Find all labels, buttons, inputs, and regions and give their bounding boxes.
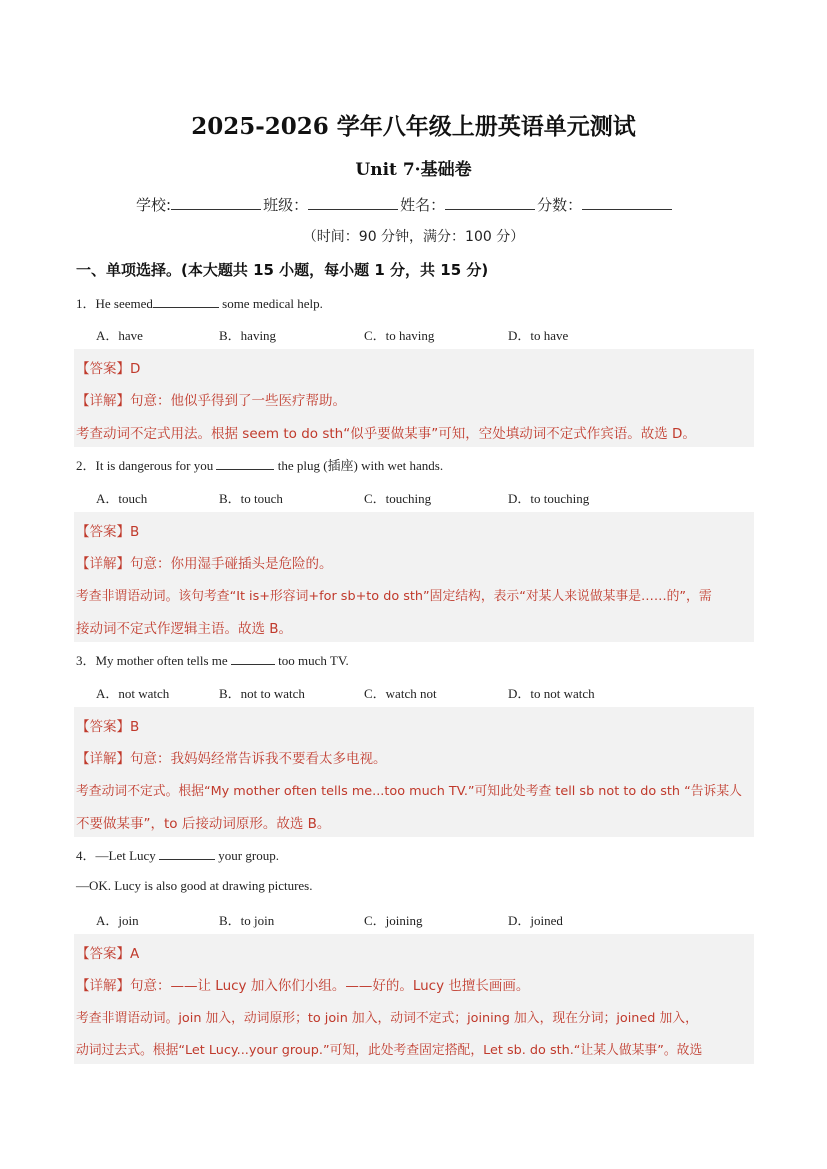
q1-explanation: 考查动词不定式用法。根据 seem to do sth“似乎要做某事”可知，空处填动词不定式作宾语。故选 D。 [76,426,696,442]
exam-subtitle: Unit 7·基础卷 [355,160,472,180]
section-heading: 一、单项选择。(本大题共 15 小题，每小题 1 分，共 15 分) [76,261,489,279]
q2-meaning: 【详解】句意：你用湿手碰插头是危险的。 [76,556,333,572]
q3-option-d: D．to not watch [508,686,595,701]
q4-option-b: B．to join [219,913,275,928]
q2-explanation-2: 接动词不定式作逻辑主语。故选 B。 [76,621,293,637]
q2-option-c: C．touching [364,491,432,506]
q1-answer: 【答案】D [76,361,141,377]
q1-option-d: D．to have [508,328,569,343]
question-4-stem: 4．—Let Lucy your group. [76,848,279,863]
q4-option-a: A．join [96,913,139,928]
question-4-reply: —OK. Lucy is also good at drawing pictures. [76,878,313,893]
q2-option-a: A．touch [96,491,148,506]
q1-option-b: B．having [219,328,277,343]
question-2-stem: 2．It is dangerous for you the plug (插座) with wet hands. [76,458,444,473]
q1-meaning: 【详解】句意：他似乎得到了一些医疗帮助。 [76,393,346,409]
q2-explanation-1: 考查非谓语动词。该句考查“It is+形容词+for sb+to do sth”固定结构，表示“对某人来说做某事是……的”，需 [76,589,712,604]
q4-explanation-2: 动词过去式。根据“Let Lucy...your group.”可知，此处考查固定搭配，Let sb. do sth.“让某人做某事”。故选 [76,1043,703,1058]
q3-explanation-1: 考查动词不定式。根据“My mother often tells me...too much TV.”可知此处考查 tell sb not to do sth “告诉某人 [76,784,742,799]
student-info-row [136,193,674,215]
question-3-stem: 3．My mother often tells me too much TV. [76,653,349,668]
score-blank [582,193,672,210]
q4-option-c: C．joining [364,913,423,928]
exam-title: 2025-2026 学年八年级上册英语单元测试 [191,113,636,140]
class-label: 班级： [263,196,309,214]
q3-explanation-2: 不要做某事”，to 后接动词原形。故选 B。 [76,816,331,832]
question-1-stem: 1．He seemed some medical help. [76,296,323,311]
q2-option-b: B．to touch [219,491,283,506]
answer-gap [153,295,219,308]
name-blank [445,193,535,210]
q1-option-a: A．have [96,328,143,343]
school-blank [171,193,261,210]
q4-meaning: 【详解】句意：——让 Lucy 加入你们小组。——好的。Lucy 也擅长画画。 [76,978,530,994]
q4-explanation-1: 考查非谓语动词。join 加入，动词原形；to join 加入，动词不定式；joining 加入，现在分词；joined 加入， [76,1011,698,1026]
score-label: 分数： [537,196,583,214]
class-blank [308,193,398,210]
school-label: 学校: [136,196,172,214]
q1-option-c: C．to having [364,328,435,343]
q2-option-d: D．to touching [508,491,590,506]
answer-gap [231,652,275,665]
q3-meaning: 【详解】句意：我妈妈经常告诉我不要看太多电视。 [76,751,387,767]
name-label: 姓名： [400,196,446,214]
q2-answer: 【答案】B [76,524,140,540]
q3-option-c: C．watch not [364,686,437,701]
q4-answer: 【答案】A [76,946,140,962]
q3-option-b: B．not to watch [219,686,305,701]
q3-option-a: A．not watch [96,686,170,701]
q3-answer: 【答案】B [76,719,140,735]
q4-option-d: D．joined [508,913,563,928]
answer-gap [159,847,215,860]
time-note: （时间：90 分钟，满分：100 分） [302,229,525,245]
answer-gap [216,457,274,470]
